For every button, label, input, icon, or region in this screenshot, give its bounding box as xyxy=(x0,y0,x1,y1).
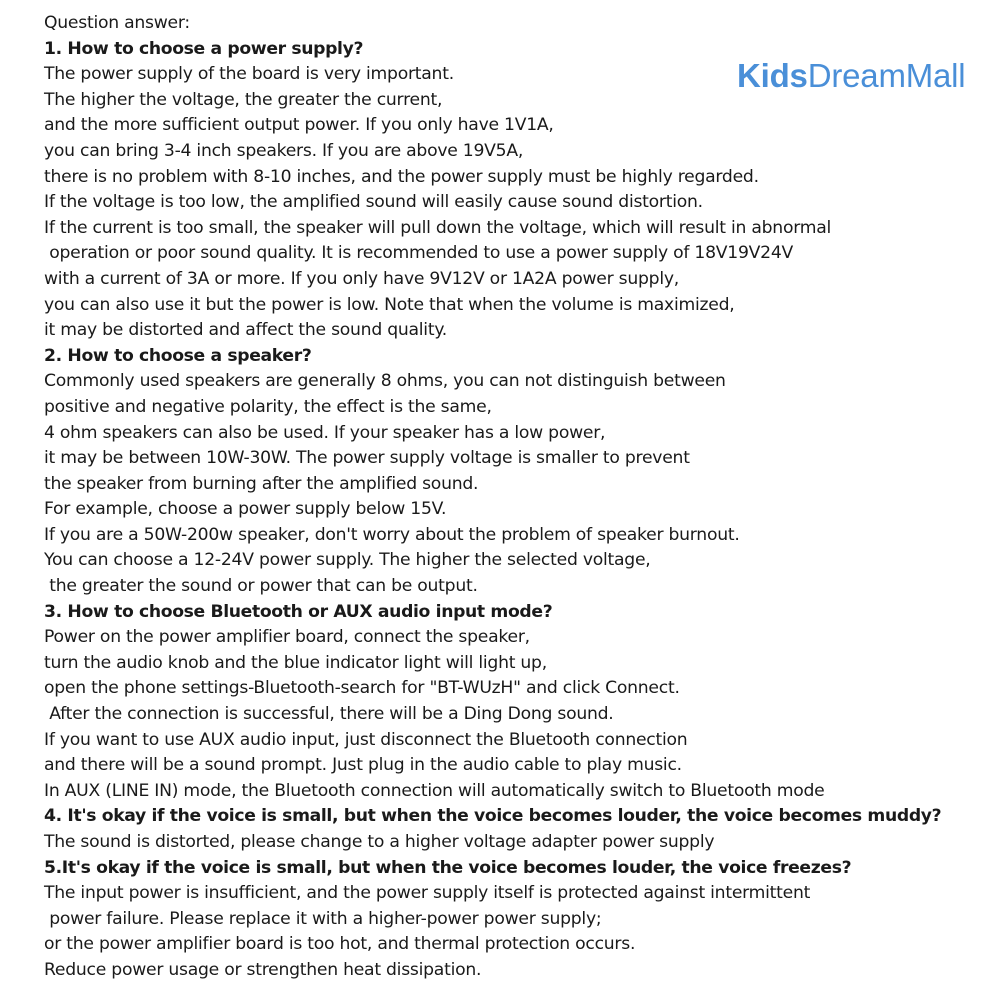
text-line: it may be distorted and affect the sound quality. xyxy=(44,320,448,341)
text-line: If the voltage is too low, the amplified sound will easily cause sound distortion. xyxy=(44,192,703,213)
logo-text-kids: Kids xyxy=(737,57,808,94)
text-line: the speaker from burning after the amplified sound. xyxy=(44,473,479,494)
text-line: it may be between 10W-30W. The power supply voltage is smaller to prevent xyxy=(44,448,690,469)
text-line: The sound is distorted, please change to a higher voltage adapter power supply xyxy=(44,832,715,852)
text-line: The power supply of the board is very important. xyxy=(44,64,454,85)
text-line: For example, choose a power supply below 15V. xyxy=(44,499,447,520)
text-line: 4 ohm speakers can also be used. If your speaker has a low power, xyxy=(44,422,606,443)
text-line: The higher the voltage, the greater the current, xyxy=(44,89,443,110)
text-line: You can choose a 12-24V power supply. The higher the selected voltage, xyxy=(44,550,651,571)
question-heading: 1. How to choose a power supply? xyxy=(44,38,364,59)
text-line: operation or poor sound quality. It is recommended to use a power supply of 18V19V24V xyxy=(44,243,794,264)
text-line: there is no problem with 8-10 inches, and the power supply must be highly regarded. xyxy=(44,166,759,187)
text-line: or the power amplifier board is too hot, and thermal protection occurs. xyxy=(44,934,636,955)
text-line: Reduce power usage or strengthen heat dissipation. xyxy=(44,959,482,980)
text-line: After the connection is successful, there will be a Ding Dong sound. xyxy=(44,704,614,725)
text-line: Question answer: xyxy=(44,13,190,33)
question-heading: 4. It's okay if the voice is small, but when the voice becomes louder, the voice becomes muddy? xyxy=(44,806,942,827)
text-line: open the phone settings-Bluetooth-search for "BT-WUzH" and click Connect. xyxy=(44,678,680,699)
text-line: In AUX (LINE IN) mode, the Bluetooth connection will automatically switch to Bluetooth mode xyxy=(44,780,825,801)
text-line: you can also use it but the power is low. Note that when the volume is maximized, xyxy=(44,294,735,315)
text-line: power failure. Please replace it with a higher-power power supply; xyxy=(44,908,602,929)
text-line: and there will be a sound prompt. Just plug in the audio cable to play music. xyxy=(44,755,682,776)
text-line: you can bring 3-4 inch speakers. If you are above 19V5A, xyxy=(44,140,524,161)
text-line: If you want to use AUX audio input, just disconnect the Bluetooth connection xyxy=(44,729,688,750)
text-line: If you are a 50W-200w speaker, don't worry about the problem of speaker burnout. xyxy=(44,524,740,545)
logo-text-dreammall: DreamMall xyxy=(807,57,966,94)
text-line: turn the audio knob and the blue indicator light will light up, xyxy=(44,652,547,673)
faq-text-body xyxy=(44,11,994,984)
text-line: positive and negative polarity, the effect is the same, xyxy=(44,396,492,417)
text-line: The input power is insufficient, and the power supply itself is protected against intermittent xyxy=(44,883,811,904)
question-heading: 3. How to choose Bluetooth or AUX audio input mode? xyxy=(44,601,553,622)
text-line: with a current of 3A or more. If you only have 9V12V or 1A2A power supply, xyxy=(44,268,679,289)
text-line: and the more sufficient output power. If you only have 1V1A, xyxy=(44,115,554,136)
text-line: Commonly used speakers are generally 8 ohms, you can not distinguish between xyxy=(44,371,726,392)
text-line: If the current is too small, the speaker will pull down the voltage, which will result in abnormal xyxy=(44,217,832,238)
question-heading: 5.It's okay if the voice is small, but when the voice becomes louder, the voice freezes? xyxy=(44,857,852,878)
text-line: the greater the sound or power that can be output. xyxy=(44,576,478,597)
text-line: Power on the power amplifier board, connect the speaker, xyxy=(44,627,530,648)
question-heading: 2. How to choose a speaker? xyxy=(44,345,312,366)
